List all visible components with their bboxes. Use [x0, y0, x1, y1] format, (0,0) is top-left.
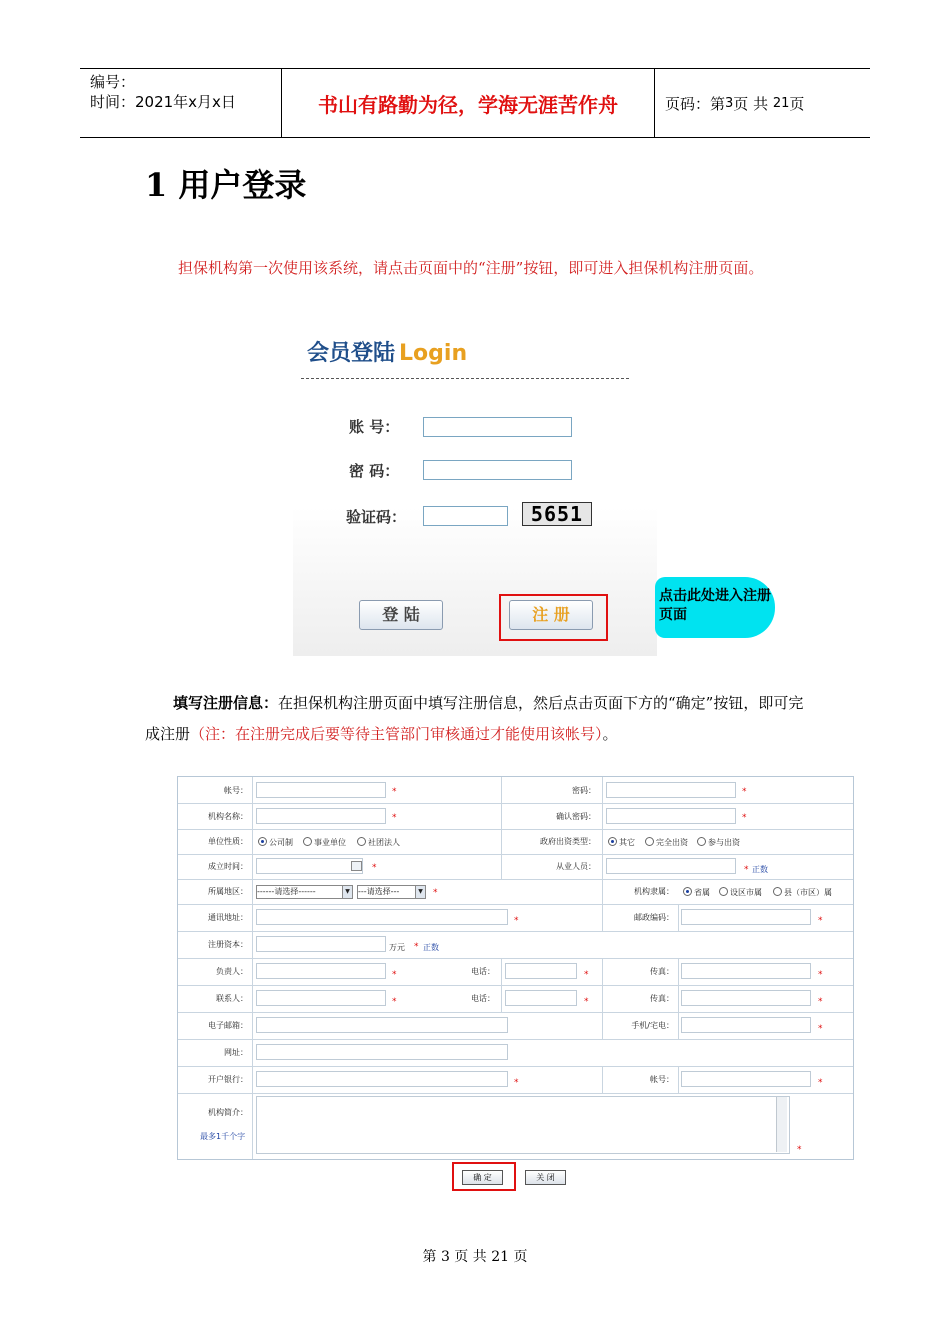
- principal-field[interactable]: [256, 963, 386, 979]
- form-row: 负责人： * 电话： * 传真： *: [178, 958, 853, 986]
- divider: [301, 378, 629, 379]
- form-row: 注册资本： 万元 * 正数: [178, 931, 853, 959]
- intro-hint: 最多1千个字: [200, 1132, 246, 1141]
- aff-radio-province[interactable]: 省属: [683, 887, 710, 898]
- form-row: 帐号： * 密码： *: [178, 777, 853, 804]
- contact-field[interactable]: [256, 990, 386, 1006]
- unit-radio-association[interactable]: 社团法人: [357, 837, 400, 848]
- form-row: 单位性质： 公司制 事业单位 社团法人 政府出资类型： 其它 完全出资 参与出资: [178, 829, 853, 855]
- header-motto: 书山有路勤为径，学海无涯苦作舟: [282, 69, 655, 137]
- address-field[interactable]: [256, 909, 508, 925]
- form-row: 网址：: [178, 1039, 853, 1067]
- form-row: 电子邮箱： 手机/宅电： *: [178, 1012, 853, 1040]
- password-label: 密 码：: [349, 462, 400, 480]
- password-input[interactable]: [423, 460, 572, 480]
- region-select-2[interactable]: ---请选择--- ▼: [357, 885, 426, 899]
- bank-field[interactable]: [256, 1071, 508, 1087]
- contact-fax-field[interactable]: [681, 990, 811, 1006]
- confirm-password-field[interactable]: [606, 808, 736, 824]
- form-row: 通讯地址： * 邮政编码： *: [178, 904, 853, 932]
- instruction-note: （注：在注册完成后要等待主管部门审核通过才能使用该帐号）: [190, 725, 603, 743]
- page-indicator: 页码：第 3 页 共 21 页: [665, 94, 805, 113]
- register-highlight: [499, 594, 608, 641]
- password-field[interactable]: [606, 782, 736, 798]
- form-row: 所属地区： ------请选择------ ▼ ---请选择--- ▼ * 机构隶属： 省属 设区市属 县（市区）属: [178, 879, 853, 905]
- postcode-field[interactable]: [681, 909, 811, 925]
- captcha-input[interactable]: [423, 506, 508, 526]
- capital-field[interactable]: [256, 936, 386, 952]
- textarea-scrollbar[interactable]: [776, 1097, 787, 1152]
- unit-radio-company[interactable]: 公司制: [258, 837, 293, 848]
- mobile-field[interactable]: [681, 1017, 811, 1033]
- header-meta: [80, 69, 282, 137]
- website-field[interactable]: [256, 1044, 508, 1060]
- form-row: 开户银行： * 帐号： *: [178, 1066, 853, 1094]
- registration-form: [177, 776, 854, 1160]
- instruction-paragraph: 填写注册信息：在担保机构注册页面中填写注册信息，然后点击页面下方的“确定”按钮，即可完成注册（注：在注册完成后要等待主管部门审核通过才能使用该帐号）。: [145, 694, 804, 743]
- email-field[interactable]: [256, 1017, 508, 1033]
- gov-radio-full[interactable]: 完全出资: [645, 837, 688, 848]
- page-current: 3: [725, 95, 734, 111]
- section-title: 1 用户登录: [145, 166, 307, 204]
- captcha-image: 5651: [522, 502, 592, 526]
- gov-radio-partial[interactable]: 参与出资: [697, 837, 740, 848]
- intro-textarea[interactable]: [256, 1096, 790, 1154]
- page-header: [80, 68, 870, 138]
- region-select-1[interactable]: ------请选择------ ▼: [256, 885, 353, 899]
- form-row: 联系人： * 电话： * 传真： *: [178, 985, 853, 1013]
- account-input[interactable]: [423, 417, 572, 437]
- login-button[interactable]: 登 陆: [359, 600, 443, 630]
- account-label: 账 号：: [349, 418, 400, 436]
- principal-fax-field[interactable]: [681, 963, 811, 979]
- close-button[interactable]: 关 闭: [525, 1170, 566, 1185]
- page-footer: 第 3 页 共 21 页: [422, 1249, 528, 1265]
- register-button[interactable]: 注 册: [509, 600, 593, 630]
- form-row: 机构名称： * 确认密码： *: [178, 803, 853, 830]
- time-label: 时间：2021年x月x日: [90, 93, 236, 111]
- founded-date-field[interactable]: [256, 858, 363, 874]
- form-row: 成立时间： * 从业人员： * 正数: [178, 854, 853, 880]
- contact-phone-field[interactable]: [505, 990, 577, 1006]
- org-name-field[interactable]: [256, 808, 386, 824]
- unit-radio-institution[interactable]: 事业单位: [303, 837, 346, 848]
- calendar-icon[interactable]: [351, 861, 362, 871]
- number-label: 编号：: [90, 73, 136, 91]
- page-total: 21: [772, 95, 790, 111]
- login-panel: [293, 324, 657, 656]
- account-field[interactable]: [256, 782, 386, 798]
- aff-radio-city[interactable]: 设区市属: [719, 887, 762, 898]
- bank-account-field[interactable]: [681, 1071, 811, 1087]
- principal-phone-field[interactable]: [505, 963, 577, 979]
- callout-bubble: 点击此处进入注册页面: [655, 577, 775, 638]
- login-logo: 会员登陆 Login: [307, 341, 468, 366]
- ok-highlight: [452, 1162, 516, 1191]
- form-row: 机构简介： 最多1千个字 *: [178, 1093, 853, 1159]
- staff-field[interactable]: [606, 858, 736, 874]
- gov-radio-other[interactable]: 其它: [608, 837, 635, 848]
- aff-radio-county[interactable]: 县（市区）属: [773, 887, 832, 898]
- captcha-label: 验证码：: [346, 508, 407, 526]
- intro-paragraph: 担保机构第一次使用该系统，请点击页面中的“注册”按钮，即可进入担保机构注册页面。: [178, 259, 764, 277]
- instruction-bold: 填写注册信息：: [173, 694, 279, 712]
- ok-button[interactable]: 确 定: [462, 1170, 503, 1185]
